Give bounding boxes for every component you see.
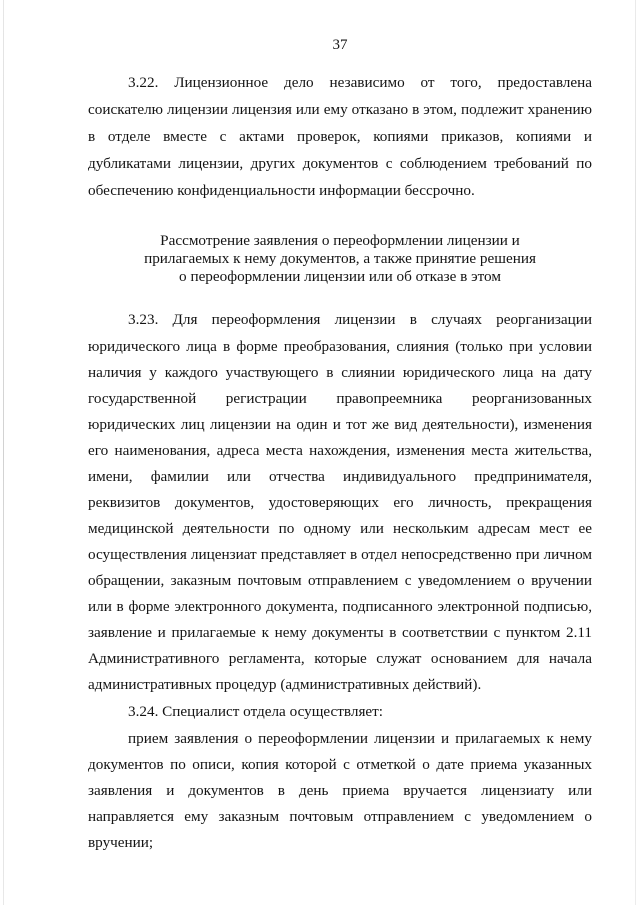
heading-line: прилагаемых к нему документов, а также принятие решения [144, 250, 536, 267]
text-line: обеспечению конфиденциальности информации бессрочно. [88, 182, 475, 199]
text-line: 3.22. Лицензионное дело независимо от того, предоставлена [128, 74, 592, 91]
text-line: заявление и прилагаемые к нему документы в соответствии с пунктом 2.11 [88, 624, 592, 641]
text-line: 3.23. Для переоформления лицензии в случаях реорганизации [128, 311, 592, 328]
text-line: административных процедур (административных действий). [88, 676, 482, 693]
text-line: его наименования, адреса места нахождения, изменения места жительства, [88, 442, 592, 459]
text-line: Административного регламента, которые служат основанием для начала [88, 650, 592, 667]
text-line: прием заявления о переоформлении лицензии и прилагаемых к нему [128, 730, 592, 747]
text-line: реквизитов документов, удостоверяющих его личность, прекращения [88, 494, 592, 511]
text-line: наличия у каждого участвующего в слиянии юридического лица на дату [88, 364, 592, 381]
page-number: 37 [332, 37, 348, 53]
text-line: юридических лиц лицензии на один и тот же вид деятельности), изменения [88, 416, 592, 433]
text-line: дубликатами лицензии, других документов с соблюдением требований по [88, 155, 592, 172]
section-3-24-title: 3.24. Специалист отдела осуществляет: [128, 703, 384, 720]
text-line: медицинской деятельности по одному или нескольким адресам мест ее [88, 520, 592, 537]
scan-edge-left [3, 0, 4, 905]
text-line: обращении, заказным почтовым отправлением с уведомлением о вручении [88, 572, 592, 589]
text-line: имени, фамилии или отчества индивидуального предпринимателя, [88, 468, 592, 485]
text-line: документов по описи, копия которой с отметкой о дате приема указанных [88, 756, 592, 773]
text-line: юридического лица в форме преобразования, слияния (только при условии [88, 338, 592, 355]
scan-edge-right [635, 0, 636, 905]
text-line: заявления и документов в день приема вручается лицензиату или [88, 782, 592, 799]
text-line: государственной регистрации правопреемника реорганизованных [88, 390, 592, 407]
text-line: направляется ему заказным почтовым отправлением с уведомлением о [88, 808, 592, 825]
heading-line: Рассмотрение заявления о переоформлении лицензии и [160, 232, 520, 249]
text-line: в отделе вместе с актами проверок, копиями приказов, копиями и [88, 128, 592, 145]
text-line: соискателю лицензии лицензия или ему отказано в этом, подлежит хранению [88, 101, 592, 118]
heading-line: о переоформлении лицензии или об отказе в этом [179, 268, 501, 285]
text-line: вручении; [88, 834, 154, 851]
text-line: или в форме электронного документа, подписанного электронной подписью, [88, 598, 592, 615]
text-line: осуществления лицензиат представляет в отдел непосредственно при личном [88, 546, 592, 563]
